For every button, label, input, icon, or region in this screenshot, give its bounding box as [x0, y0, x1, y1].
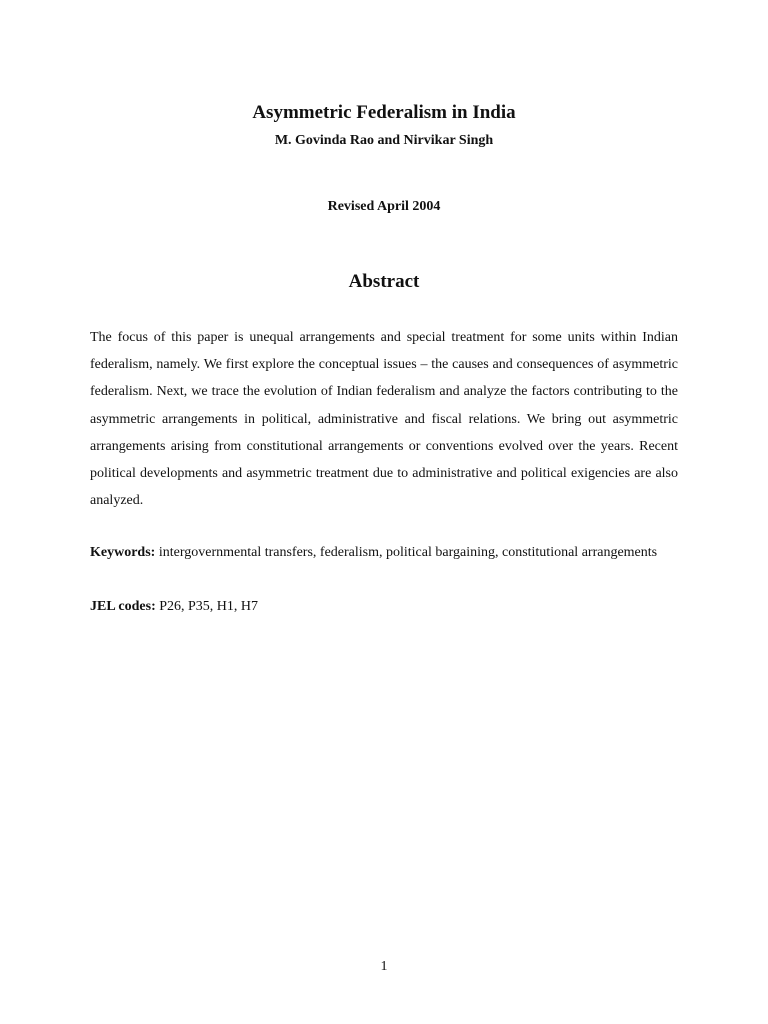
jel-codes-label: JEL codes:	[90, 599, 156, 614]
abstract-heading: Abstract	[348, 271, 420, 292]
jel-codes-value: P26, P35, H1, H7	[159, 599, 259, 614]
keywords-label: Keywords:	[90, 545, 156, 560]
paper-title: Asymmetric Federalism in India	[252, 102, 516, 123]
jel-codes-line	[90, 598, 678, 615]
keywords-line	[90, 544, 678, 561]
keywords-value: intergovernmental transfers, federalism, political bargaining, constitutional arrangements	[158, 545, 658, 560]
revision-date: Revised April 2004	[327, 199, 441, 214]
page-number: 1	[380, 959, 388, 974]
paper-authors: M. Govinda Rao and Nirvikar Singh	[274, 133, 494, 148]
abstract-body: The focus of this paper is unequal arrangements and special treatment for some units within Indian federalism, namely. We first explore the conceptual issues – the causes and consequences of asymmetric federalism. Next, we trace the evolution of Indian federalism and analyze the factors contributing to the asymmetric arrangements in political, administrative and fiscal relations. We bring out asymmetric arrangements arising from constitutional arrangements or conventions evolved over the years. Recent political developments and asymmetric treatment due to administrative and political exigencies are also analyzed.	[90, 330, 678, 509]
